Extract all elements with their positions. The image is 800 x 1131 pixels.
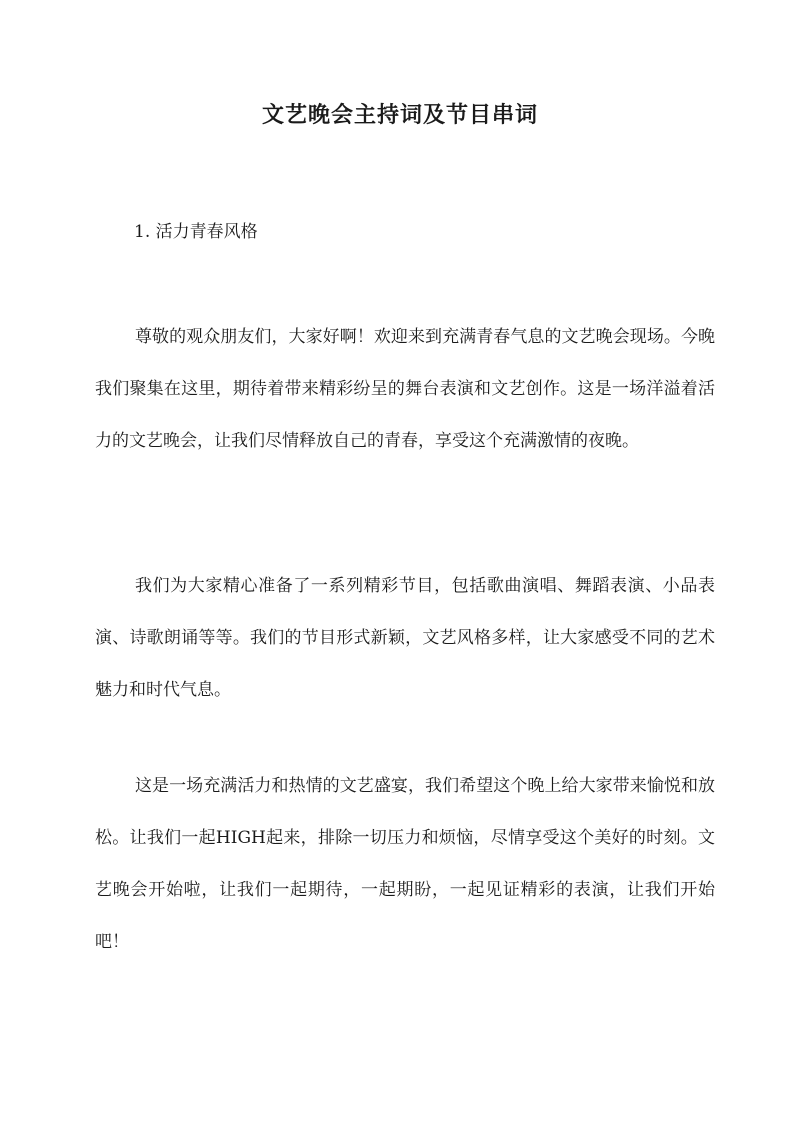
- paragraph-2: 我们为大家精心准备了一系列精彩节目，包括歌曲演唱、舞蹈表演、小品表演、诗歌朗诵等等。我们的节目形式新颖，文艺风格多样，让大家感受不同的艺术魅力和时代气息。: [95, 576, 715, 700]
- section-heading: 1. 活力青春风格: [134, 222, 258, 242]
- paragraph-3: 这是一场充满活力和热情的文艺盛宴，我们希望这个晚上给大家带来愉悦和放松。让我们一起HIGH起来，排除一切压力和烦恼，尽情享受这个美好的时刻。文艺晚会开始啦，让我们一起期待，一起期盼，一起见证精彩的表演，让我们开始吧！: [95, 776, 715, 952]
- paragraph-1: 尊敬的观众朋友们，大家好啊！欢迎来到充满青春气息的文艺晚会现场。今晚我们聚集在这里，期待着带来精彩纷呈的舞台表演和文艺创作。这是一场洋溢着活力的文艺晚会，让我们尽情释放自己的青春，享受这个充满激情的夜晚。: [95, 327, 715, 451]
- document-title: 文艺晚会主持词及节目串词: [261, 102, 538, 128]
